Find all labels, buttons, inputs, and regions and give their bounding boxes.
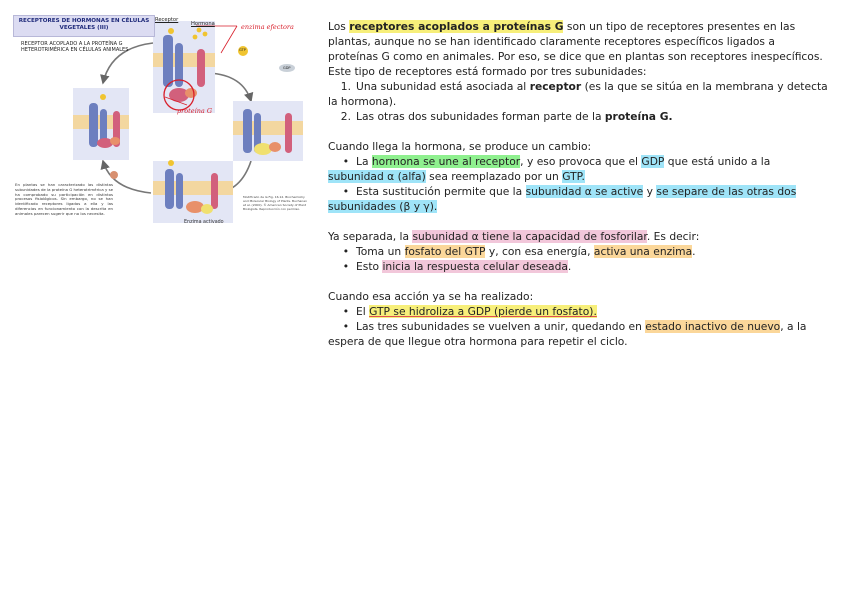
highlight-estado-inactivo: estado inactivo de nuevo [645, 320, 781, 333]
highlight-hidroliza: GTP se hidroliza a GDP (pierde un fosfato). [369, 305, 597, 318]
highlight-fosforilar: subunidad α tiene la capacidad de fosforilar [412, 230, 647, 243]
explanation-text [328, 19, 828, 349]
bullet-icon: • [342, 320, 349, 333]
bullet-icon: • [342, 260, 349, 273]
bullet-item-4 [328, 259, 828, 274]
bold-receptor: receptor [529, 80, 582, 93]
highlight-activa-enzima: activa una enzima [593, 245, 693, 258]
text-run: Las otras dos subunidades forman parte de la [356, 110, 605, 123]
highlight-gtp: GTP. [562, 170, 585, 183]
bullet-item-3 [328, 244, 828, 259]
handwritten-proteina-g: proteína G [177, 107, 213, 115]
figure-title: RECEPTORES DE HORMONAS EN CÉLULAS VEGETALES (III) [13, 15, 155, 37]
panel-top [153, 21, 295, 113]
list-number: 2. [340, 110, 351, 123]
cycle-arrow-top-right [209, 73, 251, 101]
text-run: Los [328, 20, 350, 33]
text-run: Toma un [356, 245, 405, 258]
label-gdp: GDP [283, 66, 291, 70]
figure-credit: Modificado de la Fig. 16.12. Biochemistry and Molecular Biology of Plants. Buchanan et al. (2000). © American Society of Plant Biologists. Reproducción con permiso. [243, 195, 308, 211]
highlight-subunidad-active: subunidad α se active [525, 185, 644, 198]
text-run: Las tres subunidades se vuelven a unir, quedando en [356, 320, 646, 333]
text-run: , y eso provoca que el [520, 155, 642, 168]
text-run: . Es decir: [646, 230, 700, 243]
text-run: y [643, 185, 657, 198]
text-run: . [567, 260, 572, 273]
text-run: Esto [356, 260, 383, 273]
label-enzima-activado: Enzima activado [184, 220, 224, 225]
handwritten-enzima-efectora: enzima efectora [241, 23, 294, 31]
highlight-fosfato: fosfato del GTP [404, 245, 486, 258]
bullet-icon: • [342, 185, 349, 198]
bullet-item-6 [328, 319, 828, 349]
text-run: , a la espera de que llegue otra hormona para repetir el ciclo. [328, 320, 807, 348]
text-run: . [692, 245, 696, 258]
label-receptor: Receptor [155, 17, 179, 23]
figure-subtitle: RECEPTOR ACOPLADO A LA PROTEÍNA G HETEROTRIMÉRICA EN CÉLULAS ANIMALES [21, 41, 129, 54]
paragraph-after-action: Cuando esa acción ya se ha realizado: [328, 290, 534, 303]
hormone-dot [168, 28, 174, 34]
bullet-item-2 [328, 184, 828, 214]
highlight-separe: se separe de las otras dos subunidades (β y γ). [328, 185, 797, 213]
list-number: 1. [340, 80, 351, 93]
panel-left [73, 88, 129, 160]
paragraph-hormone-arrives: Cuando llega la hormona, se produce un cambio: [328, 140, 592, 153]
paragraph-intro [328, 19, 828, 64]
text-run: que está unido a la [664, 155, 771, 168]
highlight-gdp: GDP [641, 155, 665, 168]
text-run: y, con esa energía, [485, 245, 594, 258]
list-item-2 [328, 109, 828, 124]
text-run: Esta sustitución permite que la [356, 185, 526, 198]
highlight-receptores: receptores acoplados a proteínas G [349, 20, 564, 33]
bold-proteina-g: proteína G. [604, 110, 673, 123]
bullet-item-5 [328, 304, 828, 319]
text-run: (es la que se sitúa en la membrana y detecta la hormona). [328, 80, 828, 108]
panel-right [233, 101, 303, 161]
bullet-icon: • [342, 245, 349, 258]
highlight-hormona-receptor: hormona se une al receptor [371, 155, 521, 168]
text-run: sea reemplazado por un [425, 170, 563, 183]
highlight-subunidad-alfa: subunidad α (alfa) [328, 170, 426, 183]
text-run: Una subunidad está asociada al [356, 80, 530, 93]
highlight-respuesta: inicia la respuesta celular deseada [382, 260, 568, 273]
list-item-1 [328, 79, 828, 109]
bullet-icon: • [342, 155, 349, 168]
label-hormona: Hormona [191, 21, 215, 27]
panel-bottom [153, 160, 233, 223]
paragraph-separated [328, 229, 828, 244]
text-run: son un tipo de receptores presentes en las plantas, aunque no se han identificado claramente receptores específicos ligados a proteínas G como en animales. Por eso, se dice que en plantas son receptores inespecíficos. [328, 20, 823, 63]
label-gtp: GTP [239, 48, 246, 52]
g-protein-figure [11, 13, 311, 228]
decorative-ball [110, 171, 118, 179]
figure-note: En plantas se han caracterizado las distintas subunidades de la proteína G heterotrimérica y se ha comprobado su participación en distintos procesos fisiológicos. Sin embargo, no se han identificado receptores ligados a ella y las diferencias en funcionamiento con la descrita en animales parecen sugerir que no los necesita. [15, 182, 113, 216]
text-run: El [356, 305, 370, 318]
text-run: La [356, 155, 372, 168]
text-run: Ya separada, la [328, 230, 413, 243]
bullet-icon: • [342, 305, 349, 318]
paragraph-subunits-intro: Este tipo de receptores está formado por tres subunidades: [328, 65, 647, 78]
receptor-shape [163, 35, 173, 87]
bullet-item-1 [328, 154, 828, 184]
